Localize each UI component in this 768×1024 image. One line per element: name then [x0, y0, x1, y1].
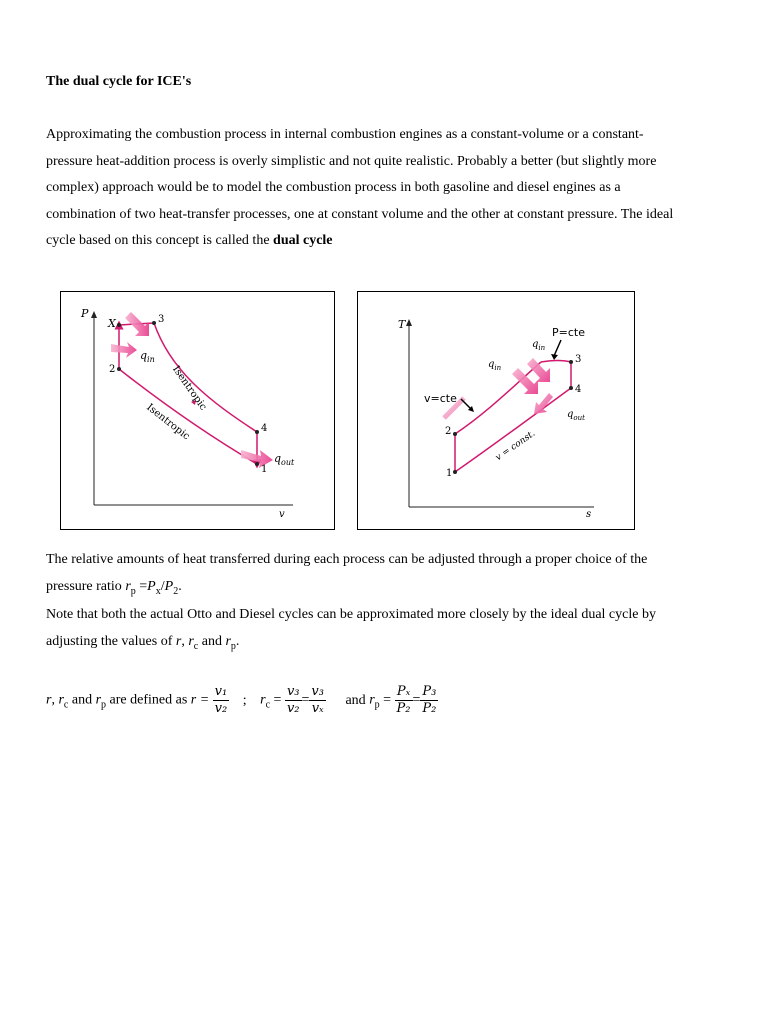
para3-line: Note that both the actual Otto and Diesel cycles can be approximated more closely by the ideal dual cycle by	[46, 607, 656, 622]
intro-paragraph	[46, 122, 736, 255]
pv-state-point	[152, 321, 156, 325]
ts-state-point	[453, 432, 457, 436]
pv-point-1: 1	[261, 464, 268, 475]
ts-cycle-path	[455, 361, 571, 473]
ts-point-3: 3	[575, 354, 582, 365]
pv-point-2: 2	[109, 364, 116, 375]
para2-line: The relative amounts of heat transferred during each process can be adjusted through a proper choice of the	[46, 552, 648, 567]
ts-state-point	[569, 386, 573, 390]
pv-qin-arrow-1	[111, 342, 137, 358]
pv-state-point	[255, 462, 259, 466]
ts-qin-mid-label: $q_{in}$	[488, 359, 502, 372]
r-def-lhs: r =	[190, 692, 210, 708]
ts-qout-label: $q_{out}$	[567, 409, 585, 422]
ts-point-2: 2	[445, 426, 452, 437]
pressure-ratio-fraction-2: $\frac{\text{P₃}}{\text{P₂}}$	[422, 684, 437, 716]
pressure-ratio-fraction-1: $\frac{\text{Pₓ}}{\text{P₂}}$	[396, 684, 411, 716]
ts-qin-top-label: $q_{in}$	[532, 339, 546, 352]
compression-ratio-fraction: $\frac{\text{v₁}}{\text{v₂}}$	[214, 684, 228, 716]
pv-diagram	[60, 291, 335, 530]
ts-pressure-const-label: P=cte	[552, 326, 585, 339]
intro-line: combination of two heat-transfer processes, one at constant volume and the other at constant pressure. The ideal	[46, 206, 674, 222]
intro-line: complex) approach would be to model the combustion process in both gasoline and diesel engines as a	[46, 180, 621, 195]
ts-state-point	[453, 470, 457, 474]
ts-x-label: s	[586, 509, 592, 520]
ts-point-4: 4	[575, 384, 582, 395]
pv-point-3: 3	[158, 314, 165, 325]
ts-state-point	[569, 360, 573, 364]
para2-line: pressure ratio $r_p =P_x/P_2$.	[46, 578, 182, 597]
ts-y-label: T	[398, 318, 406, 331]
pv-isentropic-lower: Isentropic	[144, 402, 192, 443]
pv-x-label: v	[279, 509, 285, 520]
pv-isentropic-upper: Isentropic	[169, 364, 209, 413]
cutoff-ratio-fraction-2: $\frac{\text{v₃}}{\text{vₓ}}$	[311, 684, 324, 716]
ts-qin-arrow-mid	[512, 368, 538, 394]
ts-point-1: 1	[446, 468, 453, 479]
page-title: The dual cycle for ICE's	[46, 74, 192, 89]
pv-y-label: P	[81, 307, 89, 320]
ts-vconst-label: v = const.	[494, 428, 538, 464]
intro-line: cycle based on this concept is called the dual cycle	[46, 233, 333, 248]
pv-point-4: 4	[261, 423, 268, 434]
cutoff-ratio-fraction-1: $\frac{\text{v₃}}{\text{v₂}}$	[286, 684, 300, 716]
pressure-ratio-paragraph	[46, 547, 736, 605]
ratio-definitions: r, $r_c$ and $r_p$ are defined as r = $\frac{\text{v₁}}{\text{v₂}}$ ; $r_c$ = $\frac{\text{v₃}}{\text{v₂}}$ = $\frac{\text{v₃}}{\text{vₓ}}$ and $r_p$ = $\frac{\text{Pₓ}}{\text{P₂}}$ = $\frac{\text{P₃}}{\text{P₂}}$	[46, 684, 437, 716]
ts-diagram	[357, 291, 635, 530]
intro-line: Approximating the combustion process in internal combustion engines as a constant-volume or a constant-	[46, 127, 644, 142]
pv-point-x: X	[108, 317, 116, 330]
pv-qin-label: $q_{in}$	[140, 349, 155, 365]
para3-line: adjusting the values of r, $r_c$ and $r_p$.	[46, 633, 240, 652]
dual-cycle-term: dual cycle	[273, 233, 333, 248]
otto-diesel-paragraph	[46, 602, 736, 660]
pv-state-point	[117, 323, 121, 327]
pv-state-point	[255, 430, 259, 434]
intro-line: pressure heat-addition process is overly simplistic and not quite realistic. Probably a better (but slightly more	[46, 153, 657, 169]
pv-qout-label: $q_{out}$	[274, 452, 295, 468]
ts-volume-const-label: v=cte	[424, 392, 457, 405]
pv-state-point	[117, 367, 121, 371]
